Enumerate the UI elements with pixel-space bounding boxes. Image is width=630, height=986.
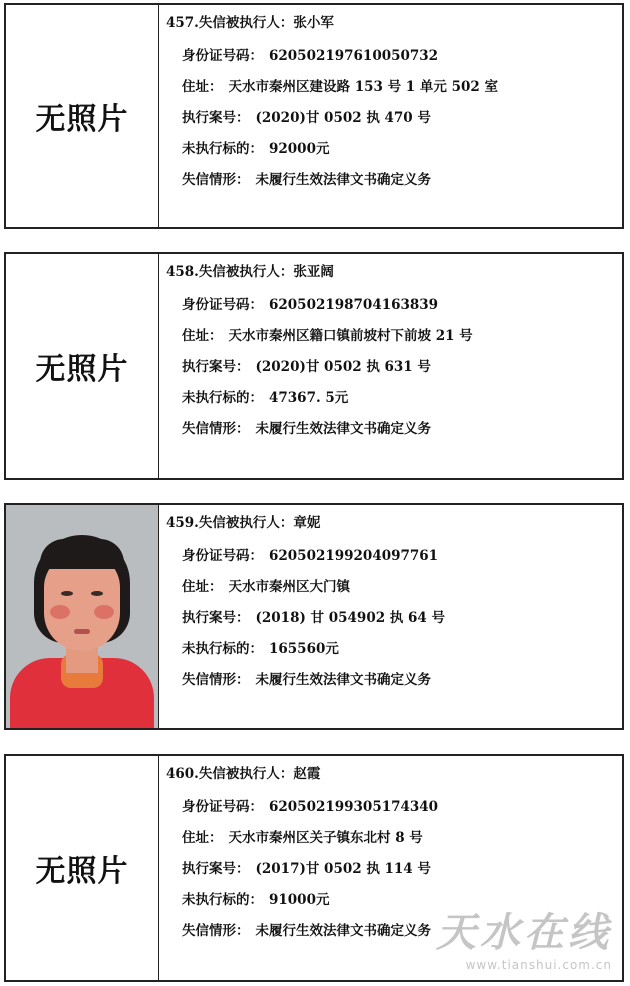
record-card (4, 754, 624, 982)
id-row (166, 792, 616, 823)
no-photo-text: 无照片 (35, 854, 129, 889)
address-value: 天水市秦州区建设路 153 号 1 单元 502 室 (228, 79, 498, 95)
address-row (166, 72, 616, 103)
portrait-image (6, 505, 158, 728)
photo-placeholder (6, 5, 159, 227)
amount-row (166, 134, 616, 165)
status-label: 失信情形： (182, 421, 250, 437)
watermark-logo-text: 天水在线 (436, 910, 612, 956)
id-label: 身份证号码： (182, 799, 263, 815)
status-row (166, 414, 616, 445)
record-title: 457.失信被执行人：张小军 (166, 15, 334, 31)
portrait-photo (6, 505, 159, 728)
record-info (166, 260, 616, 445)
record-title: 460.失信被执行人：赵霞 (166, 766, 321, 782)
amount-label: 未执行标的： (182, 892, 263, 908)
id-label: 身份证号码： (182, 548, 263, 564)
no-photo-text: 无照片 (35, 352, 129, 387)
address-value: 天水市秦州区大门镇 (228, 579, 350, 595)
id-row (166, 290, 616, 321)
amount-value: 165560元 (269, 641, 339, 657)
watermark-url: www.tianshui.com.cn (465, 958, 612, 972)
address-label: 住址： (182, 830, 223, 846)
amount-value: 91000元 (269, 892, 330, 908)
record-title: 459.失信被执行人：章妮 (166, 515, 321, 531)
case-value: (2017)甘 0502 执 114 号 (255, 861, 431, 877)
address-label: 住址： (182, 579, 223, 595)
id-row (166, 541, 616, 572)
address-value: 天水市秦州区籍口镇前坡村下前坡 21 号 (228, 328, 473, 344)
amount-row (166, 383, 616, 414)
case-row (166, 103, 616, 134)
address-row (166, 572, 616, 603)
record-card (4, 252, 624, 480)
status-value: 未履行生效法律文书确定义务 (255, 672, 431, 688)
watermark (436, 901, 612, 972)
status-label: 失信情形： (182, 672, 250, 688)
case-value: (2018) 甘 054902 执 64 号 (255, 610, 445, 626)
amount-label: 未执行标的： (182, 141, 263, 157)
case-value: (2020)甘 0502 执 470 号 (255, 110, 431, 126)
id-value: 620502199305174340 (269, 799, 439, 815)
id-label: 身份证号码： (182, 48, 263, 64)
status-value: 未履行生效法律文书确定义务 (255, 421, 431, 437)
address-label: 住址： (182, 328, 223, 344)
amount-label: 未执行标的： (182, 641, 263, 657)
address-value: 天水市秦州区关子镇东北村 8 号 (228, 830, 423, 846)
record-info (166, 11, 616, 196)
id-label: 身份证号码： (182, 297, 263, 313)
status-label: 失信情形： (182, 172, 250, 188)
id-value: 620502197610050732 (269, 48, 439, 64)
amount-value: 47367. 5元 (269, 390, 349, 406)
id-value: 620502199204097761 (269, 548, 439, 564)
record-info (166, 511, 616, 696)
amount-label: 未执行标的： (182, 390, 263, 406)
status-label: 失信情形： (182, 923, 250, 939)
record-card (4, 503, 624, 730)
case-label: 执行案号： (182, 110, 250, 126)
address-row (166, 321, 616, 352)
case-label: 执行案号： (182, 610, 250, 626)
case-row (166, 352, 616, 383)
status-row (166, 165, 616, 196)
amount-value: 92000元 (269, 141, 330, 157)
id-value: 620502198704163839 (269, 297, 439, 313)
case-label: 执行案号： (182, 861, 250, 877)
status-row (166, 665, 616, 696)
id-row (166, 41, 616, 72)
case-label: 执行案号： (182, 359, 250, 375)
address-row (166, 823, 616, 854)
status-value: 未履行生效法律文书确定义务 (255, 172, 431, 188)
record-title: 458.失信被执行人：张亚阔 (166, 264, 334, 280)
record-card (4, 3, 624, 229)
case-value: (2020)甘 0502 执 631 号 (255, 359, 431, 375)
case-row (166, 854, 616, 885)
photo-placeholder (6, 254, 159, 478)
amount-row (166, 634, 616, 665)
photo-placeholder (6, 756, 159, 980)
status-value: 未履行生效法律文书确定义务 (255, 923, 431, 939)
no-photo-text: 无照片 (35, 102, 129, 137)
address-label: 住址： (182, 79, 223, 95)
case-row (166, 603, 616, 634)
